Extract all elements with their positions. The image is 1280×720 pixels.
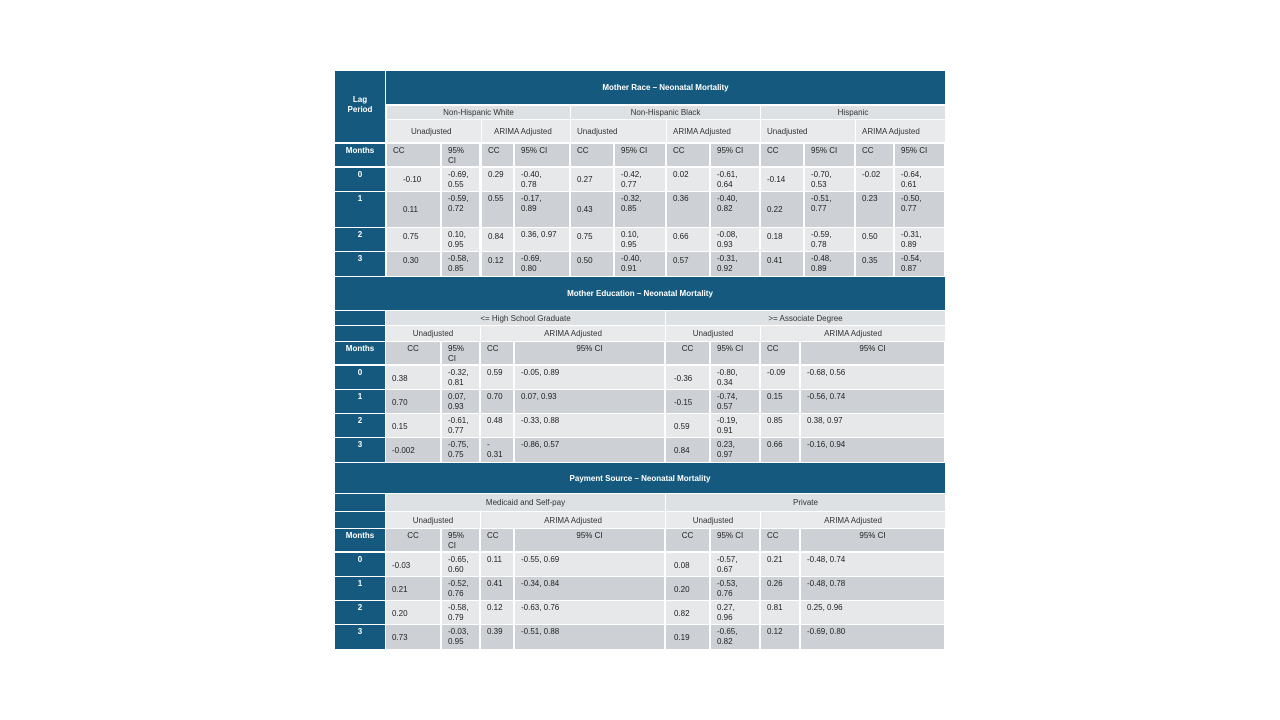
pay-col-header: 95% CI xyxy=(711,529,759,551)
race-data-cell: 0.22 xyxy=(761,192,803,227)
race-data-cell: -0.50, 0.77 xyxy=(895,192,944,227)
race-data-cell: -0.61, 0.64 xyxy=(711,168,759,191)
edu-data-cell: 0.07, 0.93 xyxy=(442,390,479,413)
race-data-cell: 0.66 xyxy=(667,228,709,251)
race-data-cell: -0.69, 0.80 xyxy=(515,252,569,276)
race-col-header: 95% CI xyxy=(515,144,569,166)
pay-data-cell: -0.03, 0.95 xyxy=(442,625,479,649)
race-data-cell: -0.64, 0.61 xyxy=(895,168,944,191)
pay-data-cell: 0.20 xyxy=(666,577,709,600)
race-col-header: CC xyxy=(856,144,893,166)
pay-month-cell: 2 xyxy=(335,601,385,624)
race-unadj-2: Unadjusted xyxy=(571,120,666,142)
pay-data-cell: 0.25, 0.96 xyxy=(801,601,944,624)
race-data-cell: 0.50 xyxy=(571,252,613,276)
race-col-header: 95% CI xyxy=(711,144,759,166)
pay-data-cell: 0.12 xyxy=(761,625,799,649)
edu-data-cell: 0.70 xyxy=(481,390,513,413)
race-unadj-1: Unadjusted xyxy=(387,120,481,142)
pay-data-cell: -0.48, 0.74 xyxy=(801,553,944,576)
race-col-header: 95% CI xyxy=(805,144,854,166)
edu-col-header: 95% CI xyxy=(515,342,664,364)
edu-data-cell: - 0.31 xyxy=(481,438,513,462)
race-data-cell: 0.57 xyxy=(667,252,709,276)
race-data-cell: -0.31, 0.92 xyxy=(711,252,759,276)
edu-data-cell: -0.56, 0.74 xyxy=(801,390,944,413)
race-data-cell: 0.84 xyxy=(482,228,513,251)
edu-data-cell: -0.74, 0.57 xyxy=(711,390,759,413)
race-data-cell: 0.10, 0.95 xyxy=(442,228,479,251)
edu-data-cell: 0.07, 0.93 xyxy=(515,390,664,413)
race-col-header: CC xyxy=(482,144,513,166)
race-arima-2: ARIMA Adjusted xyxy=(667,120,760,142)
pay-month-cell: 1 xyxy=(335,577,385,600)
race-arima-3: ARIMA Adjusted xyxy=(856,120,945,142)
pay-data-cell: -0.65, 0.60 xyxy=(442,553,479,576)
pay-arima-1: ARIMA Adjusted xyxy=(481,512,665,528)
pay-col-header: CC xyxy=(666,529,709,551)
race-data-cell: -0.58, 0.85 xyxy=(442,252,479,276)
edu-month-cell: 3 xyxy=(335,438,385,462)
pay-month-cell: 0 xyxy=(335,553,385,576)
edu-arima-2: ARIMA Adjusted xyxy=(761,326,945,341)
pay-data-cell: 0.21 xyxy=(761,553,799,576)
race-unadj-3: Unadjusted xyxy=(761,120,855,142)
race-data-cell: -0.40, 0.91 xyxy=(615,252,665,276)
edu-data-cell: 0.59 xyxy=(481,366,513,389)
race-col-header: 95% CI xyxy=(895,144,944,166)
race-data-cell: -0.70, 0.53 xyxy=(805,168,854,191)
edu-data-cell: -0.16, 0.94 xyxy=(801,438,944,462)
race-data-cell: -0.59, 0.72 xyxy=(442,192,479,227)
edu-month-cell: 0 xyxy=(335,366,385,389)
race-data-cell: -0.69, 0.55 xyxy=(442,168,479,191)
pay-data-cell: 0.81 xyxy=(761,601,799,624)
pay-group-private: Private xyxy=(666,494,945,511)
race-data-cell: -0.10 xyxy=(387,168,440,191)
pay-arima-2: ARIMA Adjusted xyxy=(761,512,945,528)
pay-data-cell: -0.52, 0.76 xyxy=(442,577,479,600)
race-data-cell: -0.48, 0.89 xyxy=(805,252,854,276)
pay-col-header: 95% CI xyxy=(801,529,944,551)
race-data-cell: 0.27 xyxy=(571,168,613,191)
edu-col-header: CC xyxy=(386,342,440,364)
pay-data-cell: 0.08 xyxy=(666,553,709,576)
pay-data-cell: -0.57, 0.67 xyxy=(711,553,759,576)
edu-data-cell: 0.66 xyxy=(761,438,799,462)
race-data-cell: -0.40, 0.78 xyxy=(515,168,569,191)
race-col-header: CC xyxy=(387,144,440,166)
pay-data-cell: 0.41 xyxy=(481,577,513,600)
pay-data-cell: 0.39 xyxy=(481,625,513,649)
edu-unadj-1: Unadjusted xyxy=(386,326,480,341)
race-data-cell: 0.55 xyxy=(482,192,513,227)
pay-data-cell: -0.53, 0.76 xyxy=(711,577,759,600)
pay-col-header: CC xyxy=(481,529,513,551)
race-data-cell: -0.54, 0.87 xyxy=(895,252,944,276)
pay-data-cell: -0.48, 0.78 xyxy=(801,577,944,600)
pay-data-cell: 0.12 xyxy=(481,601,513,624)
race-data-cell: 0.36, 0.97 xyxy=(515,228,569,251)
race-data-cell: 0.43 xyxy=(571,192,613,227)
edu-data-cell: 0.23, 0.97 xyxy=(711,438,759,462)
pay-data-cell: -0.03 xyxy=(386,553,440,576)
pay-unadj-1: Unadjusted xyxy=(386,512,480,528)
edu-month-cell: 1 xyxy=(335,390,385,413)
race-col-header: 95% CI xyxy=(442,144,479,166)
pay-months-header: Months xyxy=(335,529,385,551)
race-data-cell: 0.41 xyxy=(761,252,803,276)
pay-data-cell: 0.82 xyxy=(666,601,709,624)
pay-data-cell: 0.19 xyxy=(666,625,709,649)
race-month-cell: 2 xyxy=(335,228,385,251)
pay-data-cell: -0.34, 0.84 xyxy=(515,577,664,600)
race-data-cell: 0.02 xyxy=(667,168,709,191)
race-month-cell: 1 xyxy=(335,192,385,227)
race-data-cell: -0.17, 0.89 xyxy=(515,192,569,227)
pay-data-cell: 0.73 xyxy=(386,625,440,649)
edu-data-cell: 0.70 xyxy=(386,390,440,413)
race-col-header: 95% CI xyxy=(615,144,665,166)
race-data-cell: -0.14 xyxy=(761,168,803,191)
results-table xyxy=(335,71,945,649)
edu-col-header: CC xyxy=(481,342,513,364)
race-data-cell: 0.29 xyxy=(482,168,513,191)
race-arima-1: ARIMA Adjusted xyxy=(482,120,570,142)
pay-data-cell: 0.11 xyxy=(481,553,513,576)
pay-col-header: 95% CI xyxy=(515,529,664,551)
pay-data-cell: 0.26 xyxy=(761,577,799,600)
edu-group-assoc: >= Associate Degree xyxy=(666,311,945,325)
race-data-cell: -0.59, 0.78 xyxy=(805,228,854,251)
race-month-cell: 0 xyxy=(335,168,385,191)
edu-unadj-2: Unadjusted xyxy=(666,326,760,341)
race-data-cell: 0.75 xyxy=(571,228,613,251)
edu-group-hs: <= High School Graduate xyxy=(386,311,665,325)
pay-title-band xyxy=(335,463,945,493)
edu-data-cell: 0.84 xyxy=(666,438,709,462)
race-title: Mother Race – Neonatal Mortality xyxy=(602,83,729,92)
edu-data-cell: -0.36 xyxy=(666,366,709,389)
race-data-cell: -0.32, 0.85 xyxy=(615,192,665,227)
edu-data-cell: -0.80, 0.34 xyxy=(711,366,759,389)
edu-data-cell: -0.68, 0.56 xyxy=(801,366,944,389)
race-col-header: CC xyxy=(761,144,803,166)
edu-title: Mother Education – Neonatal Mortality xyxy=(567,289,713,298)
edu-data-cell: -0.05, 0.89 xyxy=(515,366,664,389)
race-data-cell: -0.31, 0.89 xyxy=(895,228,944,251)
edu-data-cell: -0.86, 0.57 xyxy=(515,438,664,462)
edu-month-cell: 2 xyxy=(335,414,385,437)
race-data-cell: -0.40, 0.82 xyxy=(711,192,759,227)
edu-col-header: 95% CI xyxy=(711,342,759,364)
edu-data-cell: -0.32, 0.81 xyxy=(442,366,479,389)
edu-data-cell: 0.15 xyxy=(761,390,799,413)
race-data-cell: 0.36 xyxy=(667,192,709,227)
race-data-cell: 0.30 xyxy=(387,252,440,276)
pay-data-cell: -0.58, 0.79 xyxy=(442,601,479,624)
edu-col-header: 95% CI xyxy=(801,342,944,364)
pay-month-cell: 3 xyxy=(335,625,385,649)
edu-data-cell: 0.38, 0.97 xyxy=(801,414,944,437)
race-data-cell: 0.12 xyxy=(482,252,513,276)
pay-data-cell: -0.63, 0.76 xyxy=(515,601,664,624)
race-data-cell: 0.11 xyxy=(387,192,440,227)
race-group-nhb: Non-Hispanic Black xyxy=(571,106,760,119)
pay-col-header: 95% CI xyxy=(442,529,479,551)
edu-col-header: CC xyxy=(761,342,799,364)
race-data-cell: 0.75 xyxy=(387,228,440,251)
edu-col-header: CC xyxy=(666,342,709,364)
edu-data-cell: -0.09 xyxy=(761,366,799,389)
race-group-hisp: Hispanic xyxy=(761,106,945,119)
pay-data-cell: -0.69, 0.80 xyxy=(801,625,944,649)
edu-months-header: Months xyxy=(335,342,385,364)
race-data-cell: -0.02 xyxy=(856,168,893,191)
edu-data-cell: 0.85 xyxy=(761,414,799,437)
race-col-header: CC xyxy=(571,144,613,166)
race-data-cell: -0.42, 0.77 xyxy=(615,168,665,191)
pay-col-header: CC xyxy=(386,529,440,551)
race-data-cell: 0.50 xyxy=(856,228,893,251)
edu-data-cell: -0.61, 0.77 xyxy=(442,414,479,437)
edu-arima-1: ARIMA Adjusted xyxy=(481,326,665,341)
edu-data-cell: 0.38 xyxy=(386,366,440,389)
race-data-cell: 0.35 xyxy=(856,252,893,276)
pay-data-cell: -0.51, 0.88 xyxy=(515,625,664,649)
edu-data-cell: 0.48 xyxy=(481,414,513,437)
pay-data-cell: 0.21 xyxy=(386,577,440,600)
edu-data-cell: -0.75, 0.75 xyxy=(442,438,479,462)
pay-unadj-2: Unadjusted xyxy=(666,512,760,528)
edu-data-cell: 0.15 xyxy=(386,414,440,437)
race-month-cell: 3 xyxy=(335,252,385,276)
race-col-header: CC xyxy=(667,144,709,166)
race-data-cell: 0.10, 0.95 xyxy=(615,228,665,251)
edu-data-cell: -0.19, 0.91 xyxy=(711,414,759,437)
edu-data-cell: 0.59 xyxy=(666,414,709,437)
pay-title: Payment Source – Neonatal Mortality xyxy=(569,473,711,483)
edu-col-header: 95% CI xyxy=(442,342,479,364)
pay-group-medicaid: Medicaid and Self-pay xyxy=(386,494,665,511)
race-data-cell: -0.51, 0.77 xyxy=(805,192,854,227)
pay-col-header: CC xyxy=(761,529,799,551)
edu-data-cell: -0.002 xyxy=(386,438,440,462)
pay-data-cell: -0.65, 0.82 xyxy=(711,625,759,649)
pay-data-cell: 0.27, 0.96 xyxy=(711,601,759,624)
race-months-header: Months xyxy=(335,144,385,166)
race-group-nhw: Non-Hispanic White xyxy=(387,106,570,119)
race-data-cell: 0.18 xyxy=(761,228,803,251)
pay-data-cell: 0.20 xyxy=(386,601,440,624)
edu-data-cell: -0.33, 0.88 xyxy=(515,414,664,437)
edu-data-cell: -0.15 xyxy=(666,390,709,413)
pay-data-cell: -0.55, 0.69 xyxy=(515,553,664,576)
race-data-cell: -0.08, 0.93 xyxy=(711,228,759,251)
edu-title-band xyxy=(335,277,945,310)
lag-period-header: Lag Period xyxy=(335,71,385,142)
race-title-band xyxy=(386,71,945,104)
race-data-cell: 0.23 xyxy=(856,192,893,227)
